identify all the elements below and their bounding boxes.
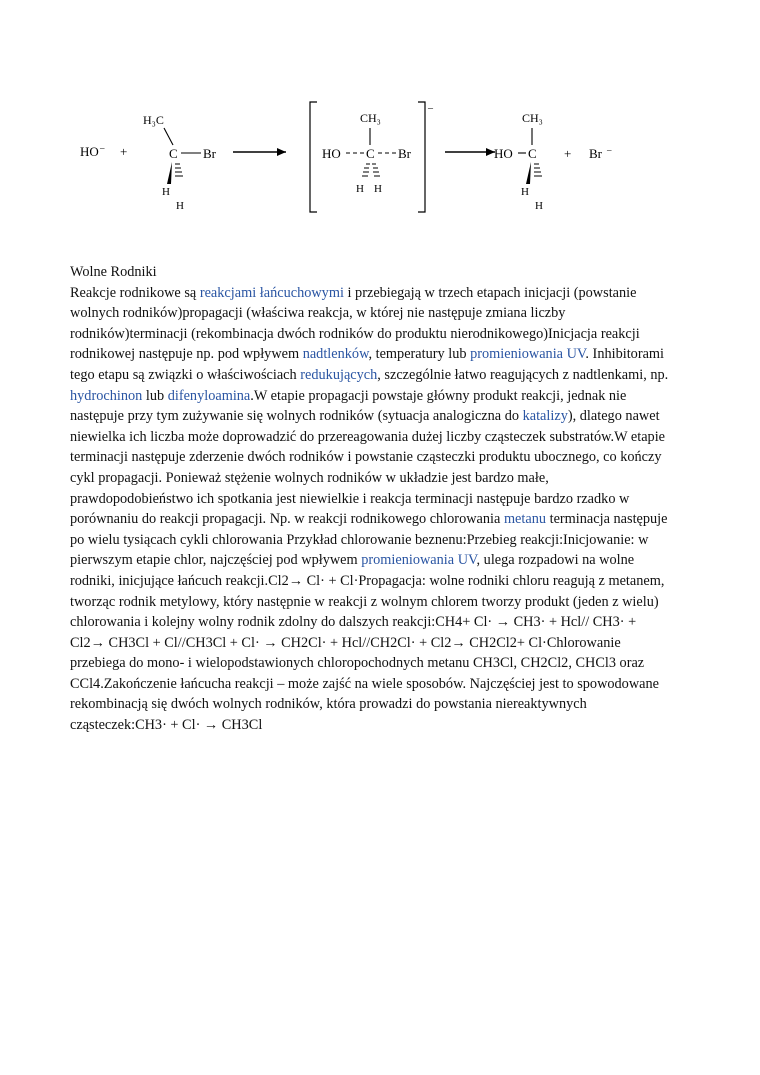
text-run: . Inhibitorami tego etapu są związki o właściwościach — [70, 346, 665, 383]
scheme-plus-sign-1: + — [120, 144, 128, 159]
scheme-ts-h1-label: H — [356, 183, 364, 195]
scheme-ts-br-label: Br — [398, 146, 411, 161]
scheme-ts-ho-label: HO — [322, 146, 341, 161]
text-run: Reakcje rodnikowe są — [70, 284, 200, 301]
scheme-ts-hash-bond-right — [372, 164, 380, 176]
article-paragraph — [70, 283, 674, 736]
inline-link[interactable]: nadtlenków — [302, 346, 369, 363]
scheme-product-wedge-bond — [526, 162, 531, 184]
sn2-mechanism-diagram — [70, 92, 630, 232]
scheme-product-ch3-label: CH₃ — [522, 111, 543, 125]
article-body — [70, 262, 674, 736]
scheme-product-hash-bond — [534, 164, 542, 176]
scheme-reactant-wedge-bond — [167, 162, 172, 184]
inline-link[interactable]: katalizy — [522, 408, 568, 425]
scheme-product-carbon-label: C — [528, 146, 537, 161]
inline-link[interactable]: promieniowania UV — [361, 552, 477, 569]
scheme-plus-sign-2: + — [564, 146, 572, 161]
inline-link[interactable]: redukujących — [300, 366, 378, 383]
inline-link[interactable]: promieniowania UV — [470, 346, 586, 363]
inline-link[interactable]: metanu — [503, 511, 547, 528]
text-run: i przebiegają w trzech etapach inicjacji (powstanie wolnych rodników)propagacji (właściwa reakcja, w której nie następuje zmiana liczby rodników)terminacji (rekombinacja dwóch rodników do produktu nierodnikowego)Inicjacja reakcji rodnikowej następuje np. pod wpływem — [70, 284, 640, 363]
scheme-ts-bracket-right — [418, 102, 425, 212]
text-run: .W etapie propagacji powstaje główny produkt reakcji, jednak nie następuje przy tym zużywanie się wolnych rodników (sytuacja analogiczna do — [70, 387, 627, 425]
scheme-reactant-ch3-label: H₃C — [143, 113, 164, 127]
scheme-reactant-carbon-label: C — [169, 146, 178, 161]
scheme-hydroxide-charge: – — [100, 143, 105, 153]
scheme-product-h1-label: H — [521, 186, 529, 198]
text-run: lub — [142, 387, 168, 404]
inline-link[interactable]: reakcjami łańcuchowymi — [199, 284, 344, 301]
scheme-reactant-h2-label: H — [176, 200, 184, 212]
page-title: Wolne Rodniki — [70, 264, 157, 280]
inline-link[interactable]: difenyloamina — [167, 387, 251, 404]
text-run: , ulega rozpadowi na wolne rodniki, inicjujące łańcuch reakcji.Cl2→ Cl· + Cl·Propagacja: wolne rodniki chloru reagują z metanem, tworząc rodnik metylowy, który następnie w reakcji z wolnym chlorem tworzy produkt (jeden z wielu) chlorowania i kolejny wolny rodnik zdolny do dalszych reakcji:CH4+ Cl· → CH3· + Hcl// CH3· + Cl2→ CH3Cl + Cl//CH3Cl + Cl· → CH2Cl· + Hcl//CH2Cl· + Cl2→ CH2Cl2+ Cl·Chlorowanie przebiega do mono- i wielopodstawionych chloropochodnych metanu CH3Cl, CH2Cl2, CHCl3 oraz CCl4.Zakończenie łańcucha reakcji – może zajść na wiele sposobów. Najczęściej jest to spowodowane rekombinacją się dwóch wolnych rodników, która prowadzi do powstania niereaktywnych cząsteczek:CH3· + Cl· → CH3Cl — [70, 552, 665, 734]
scheme-reactant-h1-label: H — [162, 186, 170, 198]
scheme-hydroxide-label: HO — [80, 144, 99, 159]
scheme-ts-carbon-label: C — [366, 146, 375, 161]
scheme-ts-ch3-label: CH₃ — [360, 111, 381, 125]
text-run: terminacja następuje po wielu tysiącach cykli chlorowania Przykład chlorowanie beznenu:Przebieg reakcji:Inicjowanie: w pierwszym etapie chlor, najczęściej pod wpływem — [70, 511, 668, 569]
scheme-product-ho-label: HO — [494, 146, 513, 161]
scheme-bromide-charge: – — [607, 145, 612, 155]
text-run: ), dlatego nawet niewielka ich liczba może doprowadzić do przereagowania dużej liczby cząsteczek substratów.W etapie terminacji następuje zderzenie dwóch rodników i powstanie cząsteczki produktu ubocznego, co kończy cykl propagacji. Ponieważ stężenie wolnych rodników w układzie jest bardzo małe, prawdopodobieństwo ich spotkania jest niewielkie i reakcja terminacji następuje bardzo rzadko w porównaniu do reakcji propagacji. Np. w reakcji rodnikowego chlorowania — [70, 408, 666, 528]
scheme-reactant-hash-bond — [175, 164, 183, 176]
reaction-scheme-figure — [70, 92, 630, 232]
scheme-ts-h2-label: H — [374, 183, 382, 195]
scheme-ts-bracket-left — [310, 102, 317, 212]
scheme-product-h2-label: H — [535, 200, 543, 212]
scheme-arrow-1-head — [277, 148, 286, 156]
inline-link[interactable]: hydrochinon — [70, 387, 143, 404]
text-run: , szczególnie łatwo reagujących z nadtlenkami, np. — [377, 366, 669, 383]
scheme-ts-hash-bond-left — [362, 164, 370, 176]
scheme-reactant-br-label: Br — [203, 146, 216, 161]
text-run: , temperatury lub — [368, 346, 471, 363]
scheme-bromide-label: Br — [589, 146, 602, 161]
scheme-ts-charge-label: – — [428, 103, 433, 114]
